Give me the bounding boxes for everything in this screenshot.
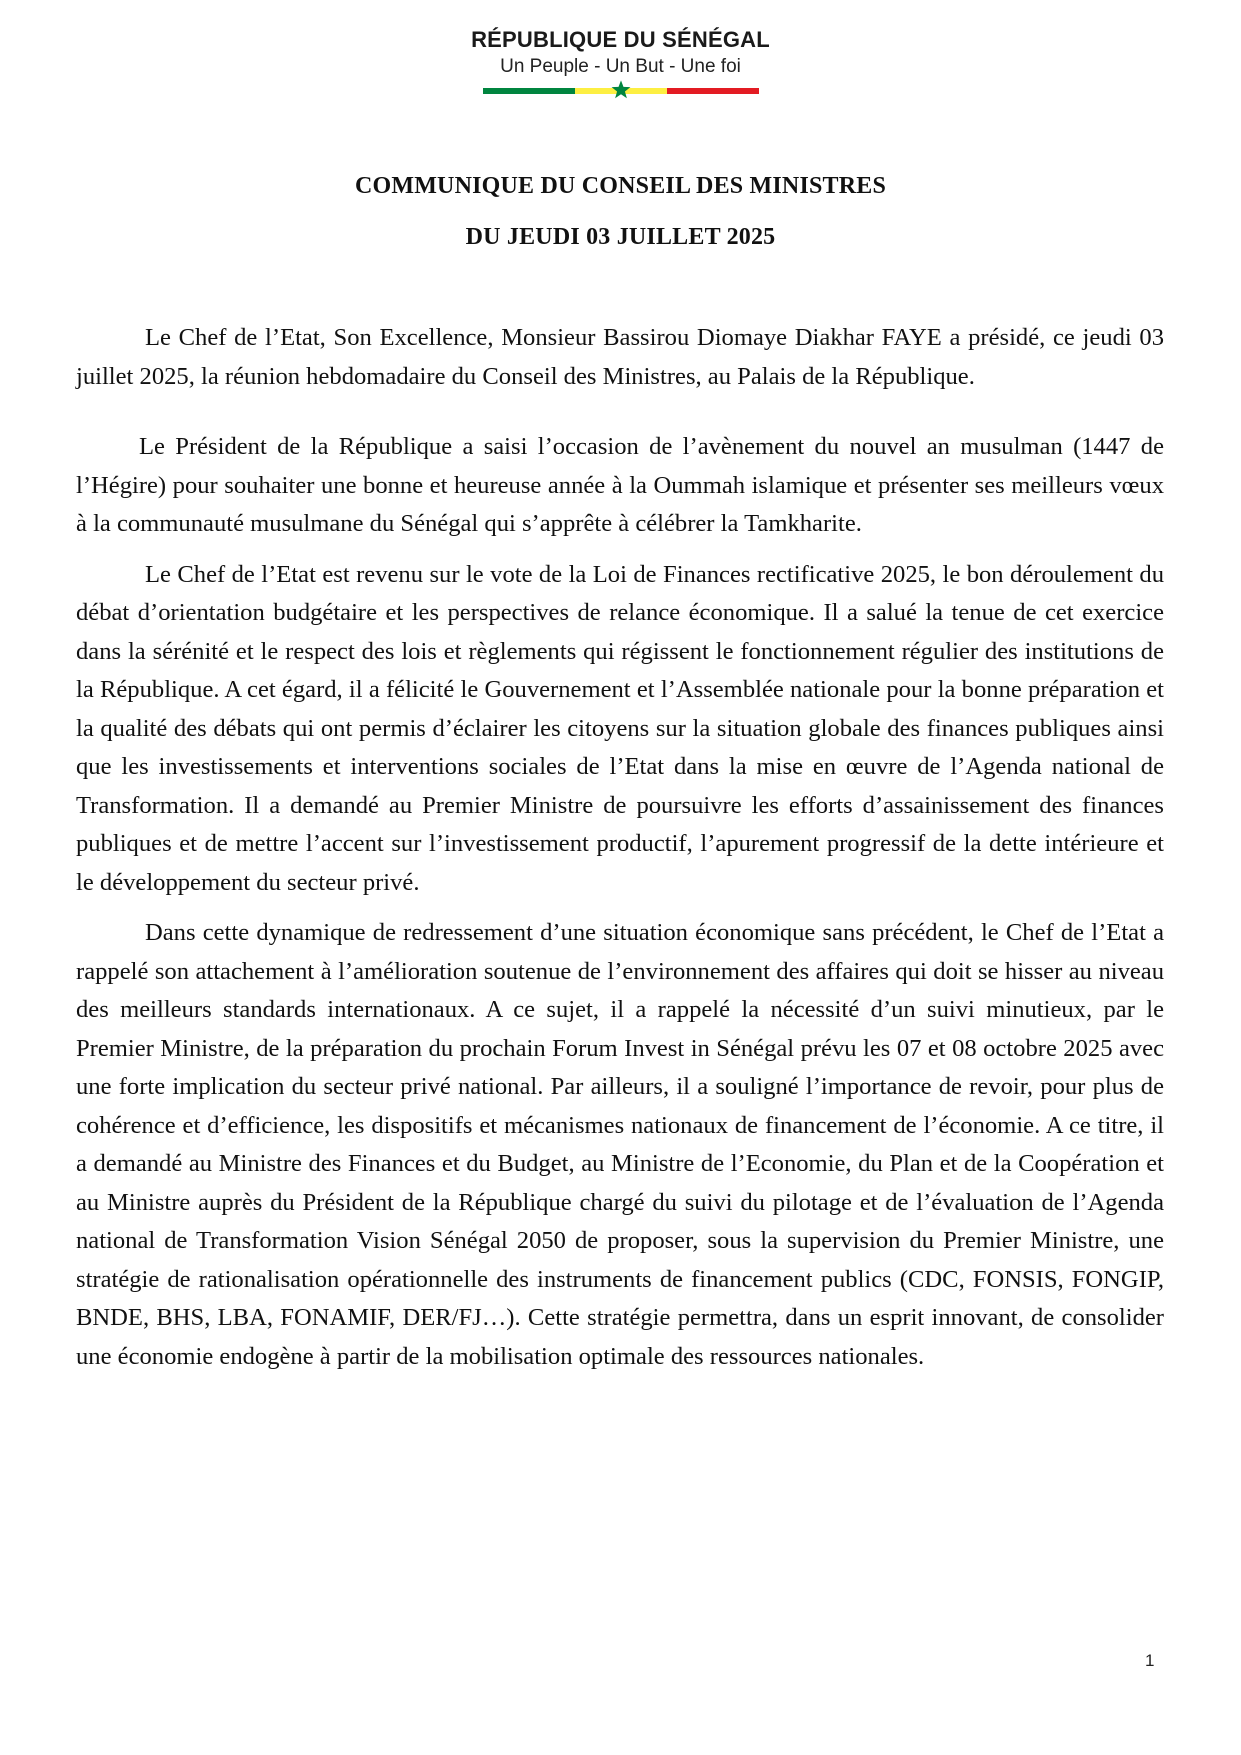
paragraph-new-year: Le Président de la République a saisi l’occasion de l’avènement du nouvel an musulman (1447 de l’Hégire) pour souhaiter une bonne et heureuse année à la Oummah islamique et présenter ses meilleurs vœux à la communauté musulmane du Sénégal qui s’apprête à célébrer la Tamkharite. <box>76 433 1164 537</box>
star-icon <box>610 79 632 101</box>
flag-red-stripe <box>667 88 759 94</box>
paragraph-finance-law: Le Chef de l’Etat est revenu sur le vote de la Loi de Finances rectificative 2025, le bon déroulement du débat d’orientation budgétaire et les perspectives de relance économique. Il a salué la tenue de cet exercice dans la sérénité et le respect des lois et règlements qui régissent le fonctionnement régulier des institutions de la République. A cet égard, il a félicité le Gouvernement et l’Assemblée nationale pour la bonne préparation et la qualité des débats qui ont permis d’éclairer les citoyens sur la situation globale des finances publiques ainsi que les investissements et interventions sociales de l’Etat dans la mise en œuvre de l’Agenda national de Transformation. Il a demandé au Premier Ministre de poursuivre les efforts d’assainissement des finances publiques et de mettre l’accent sur l’investissement productif, l’apurement progressif de la dette intérieure et le développement du secteur privé. <box>76 560 1164 896</box>
paragraph-economic-recovery: Dans cette dynamique de redressement d’une situation économique sans précédent, le Chef de l’Etat a rappelé son attachement à l’amélioration soutenue de l’environnement des affaires qui doit se hisser au niveau des meilleurs standards internationaux. A ce sujet, il a rappelé la nécessité d’un suivi minutieux, par le Premier Ministre, de la préparation du prochain Forum Invest in Sénégal prévu les 07 et 08 octobre 2025 avec une forte implication du secteur privé national. Par ailleurs, il a souligné l’importance de revoir, pour plus de cohérence et d’efficience, les dispositifs et mécanismes nationaux de financement de l’économie. A ce titre, il a demandé au Ministre des Finances et du Budget, au Ministre de l’Economie, du Plan et de la Coopération et au Ministre auprès du Président de la République chargé du suivi du pilotage et de l’évaluation de l’Agenda national de Transformation Vision Sénégal 2050 de proposer, sous la supervision du Premier Ministre, une stratégie de rationalisation opérationnelle des instruments de financement publics (CDC, FONSIS, FONGIP, BNDE, BHS, LBA, FONAMIF, DER/FJ…). Cette stratégie permettra, dans un esprit innovant, de consolider une économie endogène à partir de la mobilisation optimale des ressources nationales. <box>76 919 1164 1370</box>
paragraph-opening: Le Chef de l’Etat, Son Excellence, Monsieur Bassirou Diomaye Diakhar FAYE a présidé, ce jeudi 03 juillet 2025, la réunion hebdomadaire du Conseil des Ministres, au Palais de la République. <box>76 324 1164 390</box>
document-subtitle-date: DU JEUDI 03 JUILLET 2025 <box>465 224 776 250</box>
flag-bar <box>483 88 759 94</box>
country-name: RÉPUBLIQUE DU SÉNÉGAL <box>471 27 770 52</box>
document-body <box>76 319 1164 1376</box>
flag-green-stripe <box>483 88 575 94</box>
document-title: COMMUNIQUE DU CONSEIL DES MINISTRES <box>354 173 887 199</box>
national-motto: Un Peuple - Un But - Une foi <box>500 56 741 77</box>
letterhead <box>0 26 1241 94</box>
page-number: 1 <box>1145 1651 1155 1670</box>
